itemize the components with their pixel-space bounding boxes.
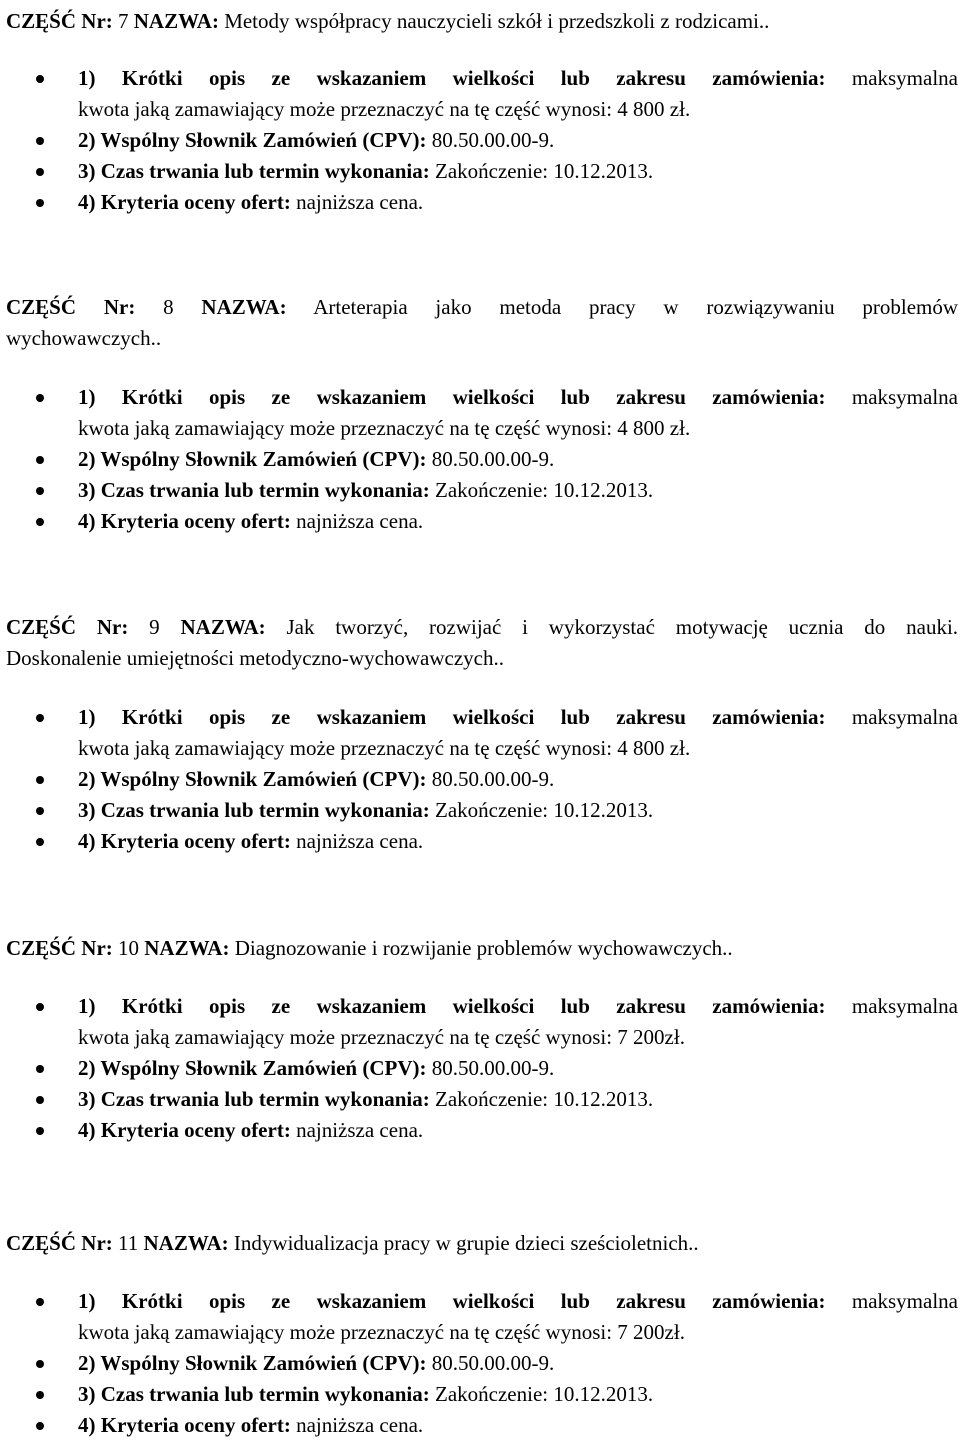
part-heading-line1: CZĘŚĆ Nr: 8 NAZWA: Arteterapia jako metoda pracy w rozwiązywaniu problemów bbox=[6, 295, 959, 319]
bullet-icon bbox=[36, 807, 44, 815]
bullet-icon bbox=[36, 838, 44, 846]
part-heading-line1: CZĘŚĆ Nr: 9 NAZWA: Jak tworzyć, rozwijać i wykorzystać motywację ucznia do nauki. bbox=[6, 615, 959, 639]
list-item-description: 1) Krótki opis ze wskazaniem wielkości lub zakresu zamówienia: maksymalna kwota jaką zamawiający może przeznaczyć na tę część wynosi: 4 800 zł. bbox=[78, 702, 958, 764]
part-name: Diagnozowanie i rozwijanie problemów wychowawczych.. bbox=[234, 936, 733, 960]
list-item-deadline: 3) Czas trwania lub termin wykonania: Zakończenie: 10.12.2013. bbox=[78, 156, 958, 187]
bullet-icon bbox=[36, 487, 44, 495]
bullet-icon bbox=[36, 199, 44, 207]
list-item-criteria: 4) Kryteria oceny ofert: najniższa cena. bbox=[78, 187, 958, 218]
part-heading-line1 bbox=[6, 6, 958, 37]
bullet-icon bbox=[36, 456, 44, 464]
part-name: Metody współpracy nauczycieli szkół i przedszkoli z rodzicami.. bbox=[224, 9, 770, 33]
bullet-icon bbox=[36, 137, 44, 145]
part-heading bbox=[6, 292, 958, 354]
bullet-icon bbox=[36, 394, 44, 402]
nr-label: Nr: bbox=[81, 9, 113, 33]
amount-value: 7 200zł. bbox=[617, 1320, 685, 1344]
part-name: Jak tworzyć, rozwijać i wykorzystać motywację ucznia do nauki. bbox=[286, 615, 959, 639]
list-item-deadline: 3) Czas trwania lub termin wykonania: Zakończenie: 10.12.2013. bbox=[78, 1084, 958, 1115]
bullet-icon bbox=[36, 1096, 44, 1104]
czesc-label: CZĘŚĆ bbox=[6, 9, 77, 33]
part-heading-line1: CZĘŚĆ Nr: 10 NAZWA: Diagnozowanie i rozwijanie problemów wychowawczych.. bbox=[6, 936, 733, 960]
list-item-cpv: 2) Wspólny Słownik Zamówień (CPV): 80.50.00.00-9. bbox=[78, 1053, 958, 1084]
part-heading-line2: Doskonalenie umiejętności metodyczno-wychowawczych.. bbox=[6, 646, 505, 670]
bullet-icon bbox=[36, 1065, 44, 1073]
part-heading bbox=[6, 1228, 958, 1259]
list-item-deadline: 3) Czas trwania lub termin wykonania: Zakończenie: 10.12.2013. bbox=[78, 1379, 958, 1410]
list-item-cpv: 2) Wspólny Słownik Zamówień (CPV): 80.50.00.00-9. bbox=[78, 444, 958, 475]
list-item-description: 1) Krótki opis ze wskazaniem wielkości lub zakresu zamówienia: maksymalna kwota jaką zamawiający może przeznaczyć na tę część wynosi: 7 200zł. bbox=[78, 991, 958, 1053]
list-item-criteria: 4) Kryteria oceny ofert: najniższa cena. bbox=[78, 1115, 958, 1146]
list-item-criteria: 4) Kryteria oceny ofert: najniższa cena. bbox=[78, 1410, 958, 1441]
part-heading bbox=[6, 933, 958, 964]
nazwa-label: NAZWA: bbox=[133, 9, 219, 33]
list-item-description: 1) Krótki opis ze wskazaniem wielkości lub zakresu zamówienia: maksymalna kwota jaką zamawiający może przeznaczyć na tę część wynosi: 4 800 zł. bbox=[78, 63, 958, 125]
bullet-icon bbox=[36, 714, 44, 722]
bullet-icon bbox=[36, 1391, 44, 1399]
part-number: 9 bbox=[149, 615, 160, 639]
list-item-cpv: 2) Wspólny Słownik Zamówień (CPV): 80.50.00.00-9. bbox=[78, 1348, 958, 1379]
list-item-cpv: 2) Wspólny Słownik Zamówień (CPV): 80.50.00.00-9. bbox=[78, 764, 958, 795]
part-heading-line2: wychowawczych.. bbox=[6, 326, 162, 350]
part-number: 8 bbox=[163, 295, 174, 319]
bullet-icon bbox=[36, 168, 44, 176]
list-item-deadline: 3) Czas trwania lub termin wykonania: Zakończenie: 10.12.2013. bbox=[78, 475, 958, 506]
list-item-description: 1) Krótki opis ze wskazaniem wielkości lub zakresu zamówienia: maksymalna kwota jaką zamawiający może przeznaczyć na tę część wynosi: 4 800 zł. bbox=[78, 382, 958, 444]
amount-value: 4 800 zł. bbox=[617, 736, 691, 760]
part-name: Arteterapia jako metoda pracy w rozwiązywaniu problemów bbox=[313, 295, 959, 319]
part-number: 7 bbox=[118, 9, 129, 33]
bullet-icon bbox=[36, 1360, 44, 1368]
bullet-icon bbox=[36, 1127, 44, 1135]
bullet-icon bbox=[36, 776, 44, 784]
amount-value: 4 800 zł. bbox=[617, 97, 691, 121]
part-heading bbox=[6, 6, 958, 37]
list-item-criteria: 4) Kryteria oceny ofert: najniższa cena. bbox=[78, 506, 958, 537]
amount-value: 4 800 zł. bbox=[617, 416, 691, 440]
part-number: 11 bbox=[118, 1231, 139, 1255]
list-item-cpv: 2) Wspólny Słownik Zamówień (CPV): 80.50.00.00-9. bbox=[78, 125, 958, 156]
bullet-icon bbox=[36, 75, 44, 83]
bullet-icon bbox=[36, 518, 44, 526]
amount-value: 7 200zł. bbox=[617, 1025, 685, 1049]
part-heading-line1: CZĘŚĆ Nr: 11 NAZWA: Indywidualizacja pracy w grupie dzieci sześcioletnich.. bbox=[6, 1231, 699, 1255]
list-item-criteria: 4) Kryteria oceny ofert: najniższa cena. bbox=[78, 826, 958, 857]
bullet-icon bbox=[36, 1003, 44, 1011]
part-heading bbox=[6, 612, 958, 674]
part-number: 10 bbox=[118, 936, 140, 960]
bullet-icon bbox=[36, 1298, 44, 1306]
list-item-description: 1) Krótki opis ze wskazaniem wielkości lub zakresu zamówienia: maksymalna kwota jaką zamawiający może przeznaczyć na tę część wynosi: 7 200zł. bbox=[78, 1286, 958, 1348]
list-item-deadline: 3) Czas trwania lub termin wykonania: Zakończenie: 10.12.2013. bbox=[78, 795, 958, 826]
part-name: Indywidualizacja pracy w grupie dzieci sześcioletnich.. bbox=[233, 1231, 699, 1255]
bullet-icon bbox=[36, 1422, 44, 1430]
